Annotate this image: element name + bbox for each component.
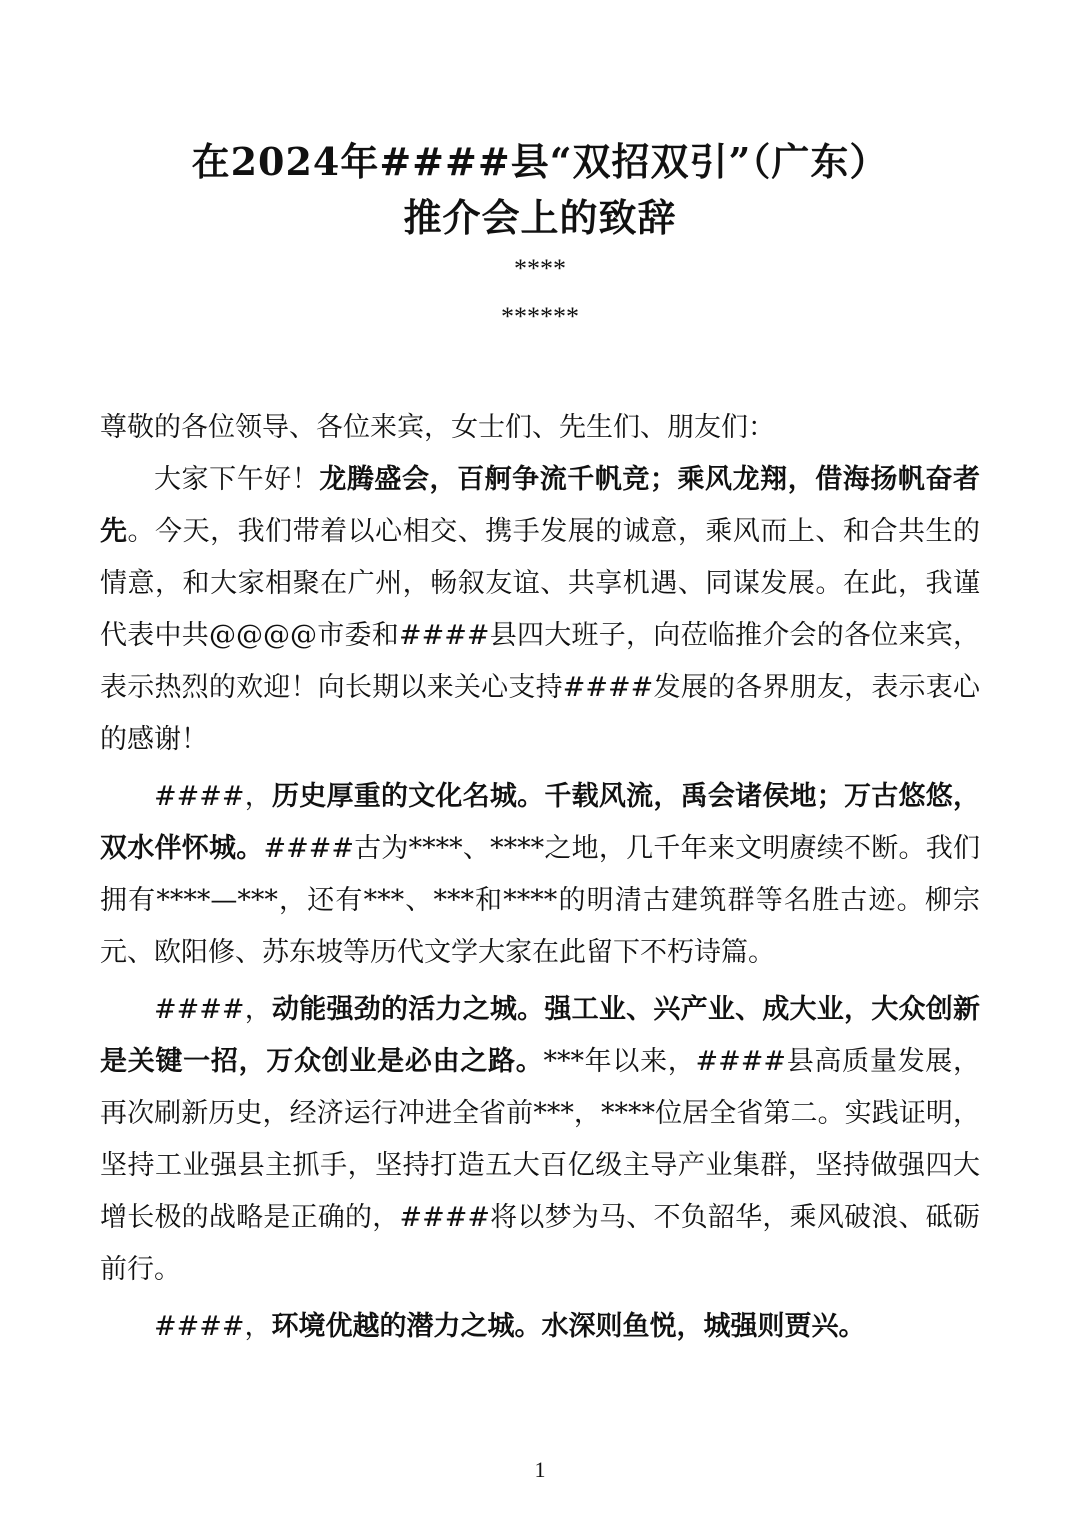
greeting-paragraph xyxy=(100,454,980,766)
speech-body xyxy=(100,402,980,1353)
culture-rest-text: ####古为****、****之地，几千年来文明赓续不断。我们拥有****—***，还有***、***和****的明清古建筑群等名胜古迹。柳宗元、欧阳修、苏东坡等历代文学大家在此留下不朽诗篇。 xyxy=(100,833,980,968)
vitality-bold-text: 动能强劲的活力之城。强工业、兴产业、成大业，大众创新是关键一招，万众创业是必由之路。 xyxy=(100,994,981,1077)
environment-bold-text: 环境优越的潜力之城。水深则鱼悦，城强则贾兴。 xyxy=(271,1311,866,1342)
speech-title-line-2: 推介会上的致辞 xyxy=(403,195,677,240)
culture-lead-text: ####， xyxy=(154,781,272,812)
greeting-bold-text: 龙腾盛会，百舸争流千帆竞；乘风龙翔，借海扬帆奋者先 xyxy=(100,464,981,547)
environment-paragraph xyxy=(100,1301,980,1353)
culture-paragraph xyxy=(100,771,980,979)
salutation-text: 尊敬的各位领导、各位来宾，女士们、先生们、朋友们： xyxy=(100,412,775,443)
greeting-rest-text: 。今天，我们带着以心相交、携手发展的诚意，乘风而上、和合共生的情意，和大家相聚在广州，畅叙友谊、共享机遇、同谋发展。在此，我谨代表中共@@@@市委和####县四大班子，向莅临推介会的各位来宾，表示热烈的欢迎！向长期以来关心支持####发展的各界朋友，表示衷心的感谢！ xyxy=(100,516,981,755)
speaker-placeholder: **** xyxy=(514,254,566,283)
greeting-text: 大家下午好！ xyxy=(154,464,320,495)
vitality-paragraph xyxy=(100,984,980,1296)
vitality-lead-text: ####， xyxy=(154,994,272,1025)
culture-bold-text: 历史厚重的文化名城。千载风流，禹会诸侯地；万古悠悠，双水伴怀城。 xyxy=(100,781,981,864)
page-number: 1 xyxy=(534,1457,546,1482)
salutation-paragraph xyxy=(100,402,980,454)
environment-lead-text: ####， xyxy=(154,1311,272,1342)
speech-title-line-1: 在2024年####县“双招双引”（广东） xyxy=(191,139,889,184)
vitality-rest-text: ***年以来，####县高质量发展，再次刷新历史，经济运行冲进全省前***，****位居全省第二。实践证明，坚持工业强县主抓手，坚持打造五大百亿级主导产业集群，坚持做强四大增长极的战略是正确的，####将以梦为马、不负韶华，乘风破浪、砥砺前行。 xyxy=(100,1046,981,1285)
date-placeholder: ****** xyxy=(501,302,579,331)
